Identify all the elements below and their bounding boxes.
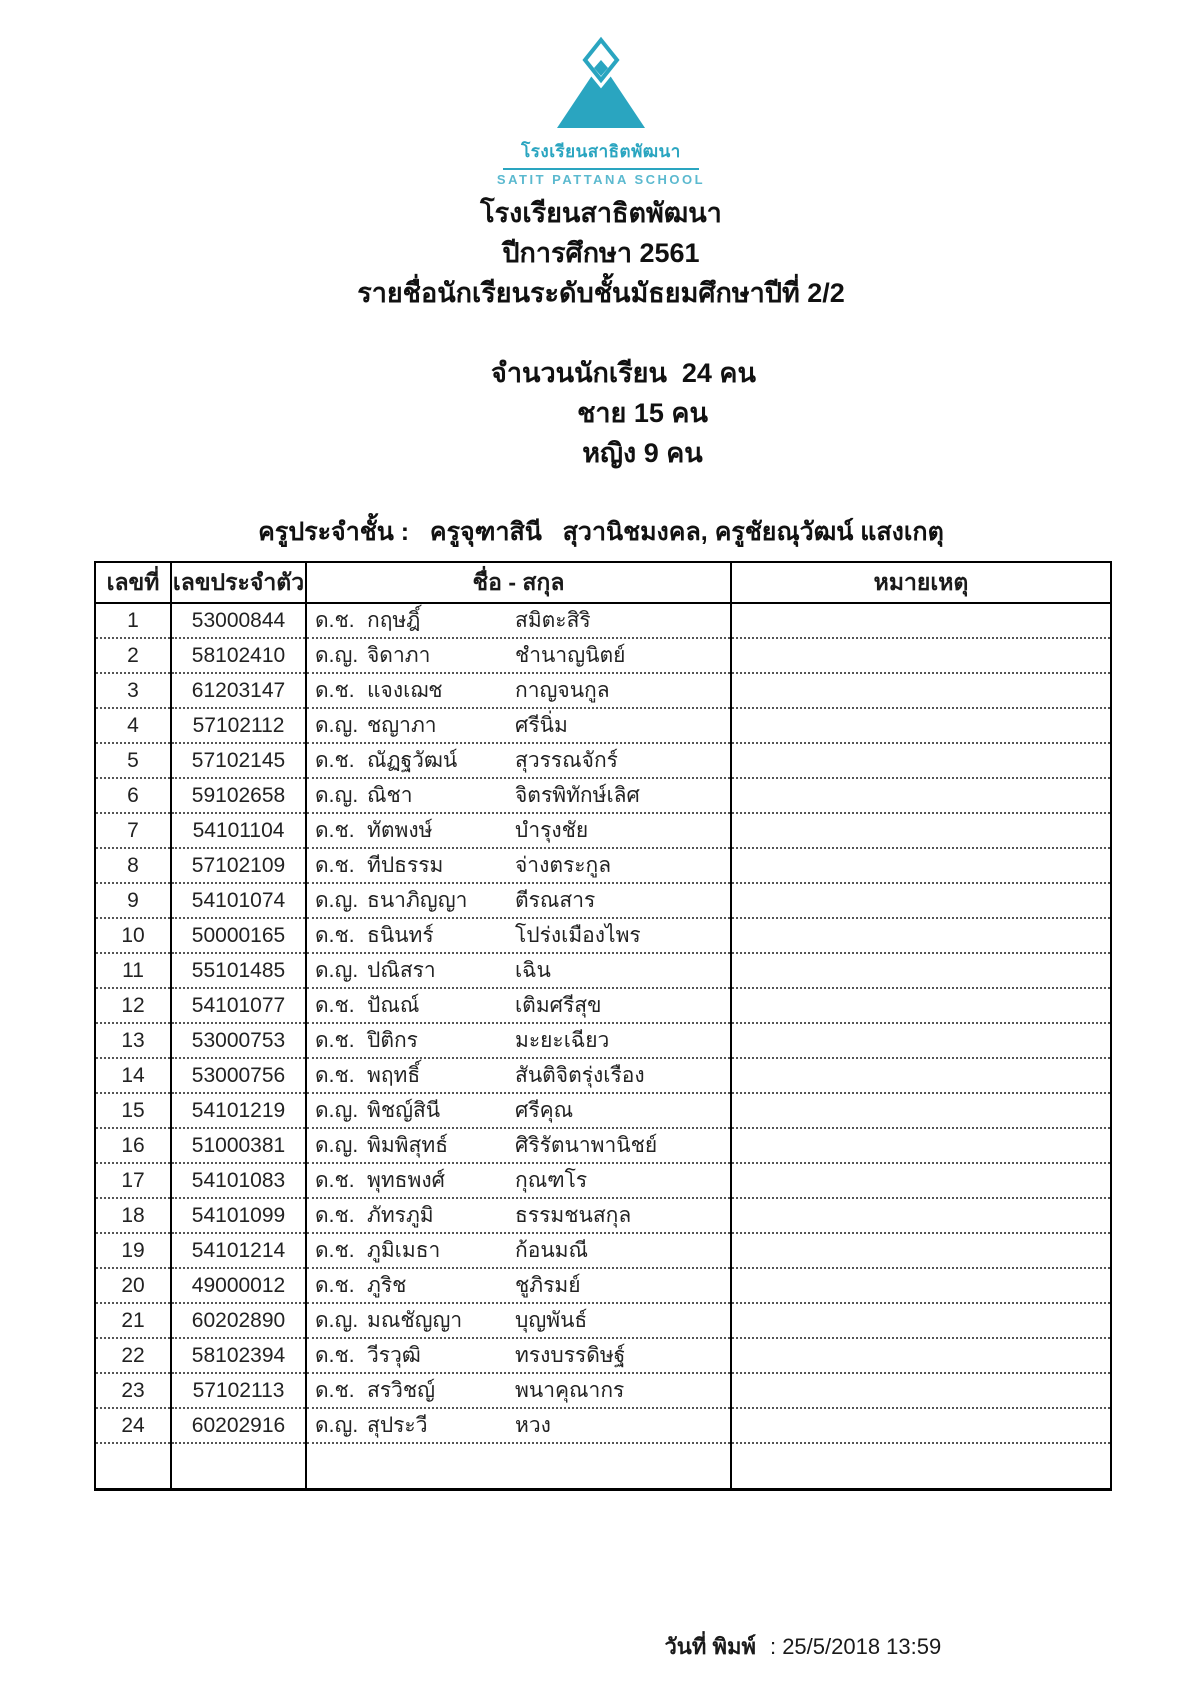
table-row <box>95 813 1111 848</box>
last-name: สันติจิตรุ่งเรือง <box>515 1064 645 1087</box>
table-row <box>95 883 1111 918</box>
remark-cell <box>731 953 1111 988</box>
row-number-cell: 16 <box>95 1128 171 1163</box>
last-name: ก้อนมณี <box>515 1239 589 1262</box>
remark-cell <box>731 778 1111 813</box>
row-number-cell: 7 <box>95 813 171 848</box>
name-prefix: ด.ช. <box>315 1344 355 1367</box>
table-row <box>95 1408 1111 1443</box>
first-name: ธนินทร์ <box>367 924 434 947</box>
student-id-cell: 61203147 <box>171 673 306 708</box>
first-name: สรวิชญ์ <box>367 1379 436 1402</box>
table-row <box>95 1023 1111 1058</box>
last-name: ชูภิรมย์ <box>515 1274 581 1297</box>
table-row <box>95 848 1111 883</box>
last-name: ชำนาญนิตย์ <box>515 644 626 667</box>
student-name-cell <box>306 1163 731 1198</box>
student-id-cell: 54101214 <box>171 1233 306 1268</box>
first-name: กฤษฎิ์ <box>367 609 421 632</box>
last-name: มะยะเฉียว <box>515 1029 610 1052</box>
student-id-cell <box>171 1443 306 1489</box>
first-name: ธนาภิญญา <box>367 889 468 912</box>
remark-cell <box>731 673 1111 708</box>
table-row <box>95 1233 1111 1268</box>
student-name-cell <box>306 988 731 1023</box>
student-name-cell <box>306 1408 731 1443</box>
last-name: ทรงบรรดิษฐ์ <box>515 1344 626 1367</box>
student-id-cell: 50000165 <box>171 918 306 953</box>
name-prefix: ด.ช. <box>315 1274 355 1297</box>
name-prefix: ด.ช. <box>315 749 355 772</box>
row-number-cell: 2 <box>95 638 171 673</box>
remark-cell <box>731 1408 1111 1443</box>
first-name: ปิติกร <box>367 1029 418 1052</box>
first-name: วีรวุฒิ <box>367 1344 421 1367</box>
first-name: ปณิสรา <box>367 959 436 982</box>
first-name: ณัฏฐวัฒน์ <box>367 749 458 772</box>
table-row <box>95 708 1111 743</box>
student-id-cell: 54101104 <box>171 813 306 848</box>
column-header-no: เลขที่ <box>95 562 171 603</box>
remark-cell <box>731 1443 1111 1489</box>
student-id-cell: 59102658 <box>171 778 306 813</box>
remark-cell <box>731 1373 1111 1408</box>
column-header-name: ชื่อ - สกุล <box>306 562 731 603</box>
name-prefix: ด.ช. <box>315 819 355 842</box>
first-name: พิมพิสุทธ์ <box>367 1134 449 1157</box>
student-name-cell <box>306 918 731 953</box>
last-name: หวง <box>515 1414 551 1437</box>
remark-cell <box>731 638 1111 673</box>
table-header <box>95 562 1111 603</box>
table-row <box>95 1338 1111 1373</box>
female-count: หญิง 9 คน <box>582 438 703 468</box>
print-date-value: : 25/5/2018 13:59 <box>769 1633 942 1659</box>
first-name: พุทธพงศ์ <box>367 1169 445 1192</box>
first-name: ปัณณ์ <box>367 994 420 1017</box>
male-count: ชาย 15 คน <box>577 398 708 428</box>
first-name: ทีปธรรม <box>367 854 444 877</box>
student-id-cell: 57102145 <box>171 743 306 778</box>
row-number-cell: 24 <box>95 1408 171 1443</box>
logo-divider <box>503 168 699 170</box>
name-prefix: ด.ช. <box>315 1204 355 1227</box>
row-number-cell: 11 <box>95 953 171 988</box>
last-name: กาญจนกูล <box>515 679 610 702</box>
name-prefix: ด.ช. <box>315 1029 355 1052</box>
name-prefix: ด.ช. <box>315 924 355 947</box>
name-prefix: ด.ญ. <box>315 959 359 982</box>
student-name-cell <box>306 603 731 638</box>
student-name-cell <box>306 1303 731 1338</box>
remark-cell <box>731 1093 1111 1128</box>
student-id-cell: 54101083 <box>171 1163 306 1198</box>
student-name-cell <box>306 778 731 813</box>
first-name: ณิชา <box>367 784 413 807</box>
school-logo <box>0 0 1202 187</box>
first-name: สุประวี <box>367 1414 428 1437</box>
remark-cell <box>731 1058 1111 1093</box>
column-header-student-id: เลขประจำตัว <box>171 562 306 603</box>
table-row <box>95 918 1111 953</box>
column-header-remark: หมายเหตุ <box>731 562 1111 603</box>
name-prefix: ด.ช. <box>315 994 355 1017</box>
row-number-cell: 17 <box>95 1163 171 1198</box>
document-header <box>0 193 1202 551</box>
remark-cell <box>731 813 1111 848</box>
table-row <box>95 603 1111 638</box>
table-row <box>95 1198 1111 1233</box>
student-name-cell <box>306 1338 731 1373</box>
last-name: บุญพันธ์ <box>515 1309 588 1332</box>
row-number-cell: 4 <box>95 708 171 743</box>
student-name-cell <box>306 883 731 918</box>
table-row <box>95 988 1111 1023</box>
student-id-cell: 51000381 <box>171 1128 306 1163</box>
name-prefix: ด.ญ. <box>315 784 359 807</box>
table-row <box>95 1128 1111 1163</box>
name-prefix: ด.ญ. <box>315 1099 359 1122</box>
row-number-cell <box>95 1443 171 1489</box>
last-name: พนาคุณากร <box>515 1379 625 1402</box>
table-row <box>95 953 1111 988</box>
name-prefix: ด.ช. <box>315 1379 355 1402</box>
name-prefix: ด.ญ. <box>315 1309 359 1332</box>
school-logo-icon <box>553 36 649 136</box>
student-name-cell <box>306 1023 731 1058</box>
name-prefix: ด.ช. <box>315 1169 355 1192</box>
student-id-cell: 53000756 <box>171 1058 306 1093</box>
student-name-cell <box>306 673 731 708</box>
remark-cell <box>731 918 1111 953</box>
remark-cell <box>731 848 1111 883</box>
name-prefix: ด.ญ. <box>315 644 359 667</box>
row-number-cell: 6 <box>95 778 171 813</box>
student-id-cell: 53000753 <box>171 1023 306 1058</box>
student-id-cell: 54101074 <box>171 883 306 918</box>
name-prefix: ด.ช. <box>315 854 355 877</box>
table-row <box>95 743 1111 778</box>
student-id-cell: 55101485 <box>171 953 306 988</box>
row-number-cell: 20 <box>95 1268 171 1303</box>
last-name: เฉิน <box>515 959 551 982</box>
table-row <box>95 1303 1111 1338</box>
row-number-cell: 23 <box>95 1373 171 1408</box>
student-id-cell: 57102109 <box>171 848 306 883</box>
row-number-cell: 21 <box>95 1303 171 1338</box>
remark-cell <box>731 1163 1111 1198</box>
table-row <box>95 673 1111 708</box>
table-row <box>95 1058 1111 1093</box>
last-name: เติมศรีสุข <box>515 994 602 1017</box>
student-id-cell: 54101099 <box>171 1198 306 1233</box>
row-number-cell: 14 <box>95 1058 171 1093</box>
remark-cell <box>731 1233 1111 1268</box>
student-id-cell: 54101219 <box>171 1093 306 1128</box>
first-name: พิชญ์สินี <box>367 1099 441 1122</box>
first-name: ชญาภา <box>367 714 437 737</box>
last-name: บำรุงชัย <box>515 819 589 842</box>
student-id-cell: 60202916 <box>171 1408 306 1443</box>
student-name-cell <box>306 708 731 743</box>
row-number-cell: 3 <box>95 673 171 708</box>
name-prefix: ด.ช. <box>315 1239 355 1262</box>
student-id-cell: 58102410 <box>171 638 306 673</box>
logo-school-name-english: SATIT PATTANA SCHOOL <box>496 172 706 187</box>
print-date-label: วันที่ พิมพ์ <box>664 1633 756 1659</box>
row-number-cell: 19 <box>95 1233 171 1268</box>
row-number-cell: 22 <box>95 1338 171 1373</box>
first-name: ทัตพงษ์ <box>367 819 433 842</box>
last-name: สมิตะสิริ <box>515 609 591 632</box>
table-row <box>95 1443 1111 1489</box>
last-name: ศิริรัตนาพานิชย์ <box>515 1134 658 1157</box>
last-name: กุณฑโร <box>515 1169 588 1192</box>
student-id-cell: 57102112 <box>171 708 306 743</box>
row-number-cell: 15 <box>95 1093 171 1128</box>
student-id-cell: 53000844 <box>171 603 306 638</box>
student-name-cell <box>306 743 731 778</box>
student-table-body <box>95 603 1111 1489</box>
name-prefix: ด.ญ. <box>315 714 359 737</box>
row-number-cell: 1 <box>95 603 171 638</box>
student-name-cell <box>306 1443 731 1489</box>
table-row <box>95 1373 1111 1408</box>
first-name: พฤทธิ์ <box>367 1064 421 1087</box>
academic-year-title: ปีการศึกษา 2561 <box>502 238 700 268</box>
remark-cell <box>731 988 1111 1023</box>
row-number-cell: 13 <box>95 1023 171 1058</box>
first-name: จิดาภา <box>367 644 431 667</box>
remark-cell <box>731 883 1111 918</box>
table-row <box>95 778 1111 813</box>
student-id-cell: 54101077 <box>171 988 306 1023</box>
student-id-cell: 58102394 <box>171 1338 306 1373</box>
table-row <box>95 1093 1111 1128</box>
last-name: ศรีนิ่ม <box>515 714 568 737</box>
row-number-cell: 18 <box>95 1198 171 1233</box>
student-name-cell <box>306 1128 731 1163</box>
name-prefix: ด.ญ. <box>315 1134 359 1157</box>
remark-cell <box>731 708 1111 743</box>
student-roster-table <box>94 561 1112 1491</box>
first-name: แจงเฌช <box>367 679 443 702</box>
student-id-cell: 49000012 <box>171 1268 306 1303</box>
last-name: โปร่งเมืองไพร <box>515 924 641 947</box>
row-number-cell: 10 <box>95 918 171 953</box>
student-name-cell <box>306 953 731 988</box>
table-row <box>95 638 1111 673</box>
student-name-cell <box>306 1268 731 1303</box>
name-prefix: ด.ช. <box>315 609 355 632</box>
first-name: ภูมิเมธา <box>367 1239 441 1262</box>
first-name: ภูริช <box>367 1274 407 1297</box>
row-number-cell: 8 <box>95 848 171 883</box>
row-number-cell: 5 <box>95 743 171 778</box>
last-name: จ่างตระกูล <box>515 854 612 877</box>
remark-cell <box>731 1338 1111 1373</box>
student-name-cell <box>306 1233 731 1268</box>
remark-cell <box>731 1303 1111 1338</box>
name-prefix: ด.ช. <box>315 1064 355 1087</box>
homeroom-teacher-line: ครูประจำชั้น : ครูจุฑาสินี สุวานิชมงคล, ครูชัยณุวัฒน์ แสงเกตุ <box>258 518 944 546</box>
last-name: สุวรรณจักร์ <box>515 749 618 772</box>
last-name: จิตรพิทักษ์เลิศ <box>515 784 640 807</box>
first-name: ภัทรภูมิ <box>367 1204 434 1227</box>
remark-cell <box>731 1198 1111 1233</box>
student-name-cell <box>306 1198 731 1233</box>
student-counts-line <box>0 313 1202 513</box>
name-prefix: ด.ญ. <box>315 889 359 912</box>
table-row <box>95 1163 1111 1198</box>
row-number-cell: 9 <box>95 883 171 918</box>
remark-cell <box>731 1128 1111 1163</box>
student-name-cell <box>306 1093 731 1128</box>
remark-cell <box>731 1268 1111 1303</box>
last-name: ตีรณสาร <box>515 889 596 912</box>
table-row <box>95 1268 1111 1303</box>
remark-cell <box>731 1023 1111 1058</box>
print-date-line <box>640 1603 1202 1690</box>
school-name-title: โรงเรียนสาธิตพัฒนา <box>480 198 722 228</box>
class-list-title: รายชื่อนักเรียนระดับชั้นมัธยมศึกษาปีที่ 2/2 <box>357 278 845 308</box>
remark-cell <box>731 743 1111 778</box>
student-name-cell <box>306 638 731 673</box>
student-id-cell: 60202890 <box>171 1303 306 1338</box>
last-name: ธรรมชนสกุล <box>515 1204 632 1227</box>
student-name-cell <box>306 813 731 848</box>
name-prefix: ด.ญ. <box>315 1414 359 1437</box>
student-name-cell <box>306 1058 731 1093</box>
name-prefix: ด.ช. <box>315 679 355 702</box>
logo-school-name-thai: โรงเรียนสาธิตพัฒนา <box>521 142 681 161</box>
student-id-cell: 57102113 <box>171 1373 306 1408</box>
student-name-cell <box>306 1373 731 1408</box>
total-count: จำนวนนักเรียน 24 คน <box>491 358 756 388</box>
row-number-cell: 12 <box>95 988 171 1023</box>
student-name-cell <box>306 848 731 883</box>
remark-cell <box>731 603 1111 638</box>
first-name: มณชัญญา <box>367 1309 463 1332</box>
last-name: ศรีคุณ <box>515 1099 574 1122</box>
